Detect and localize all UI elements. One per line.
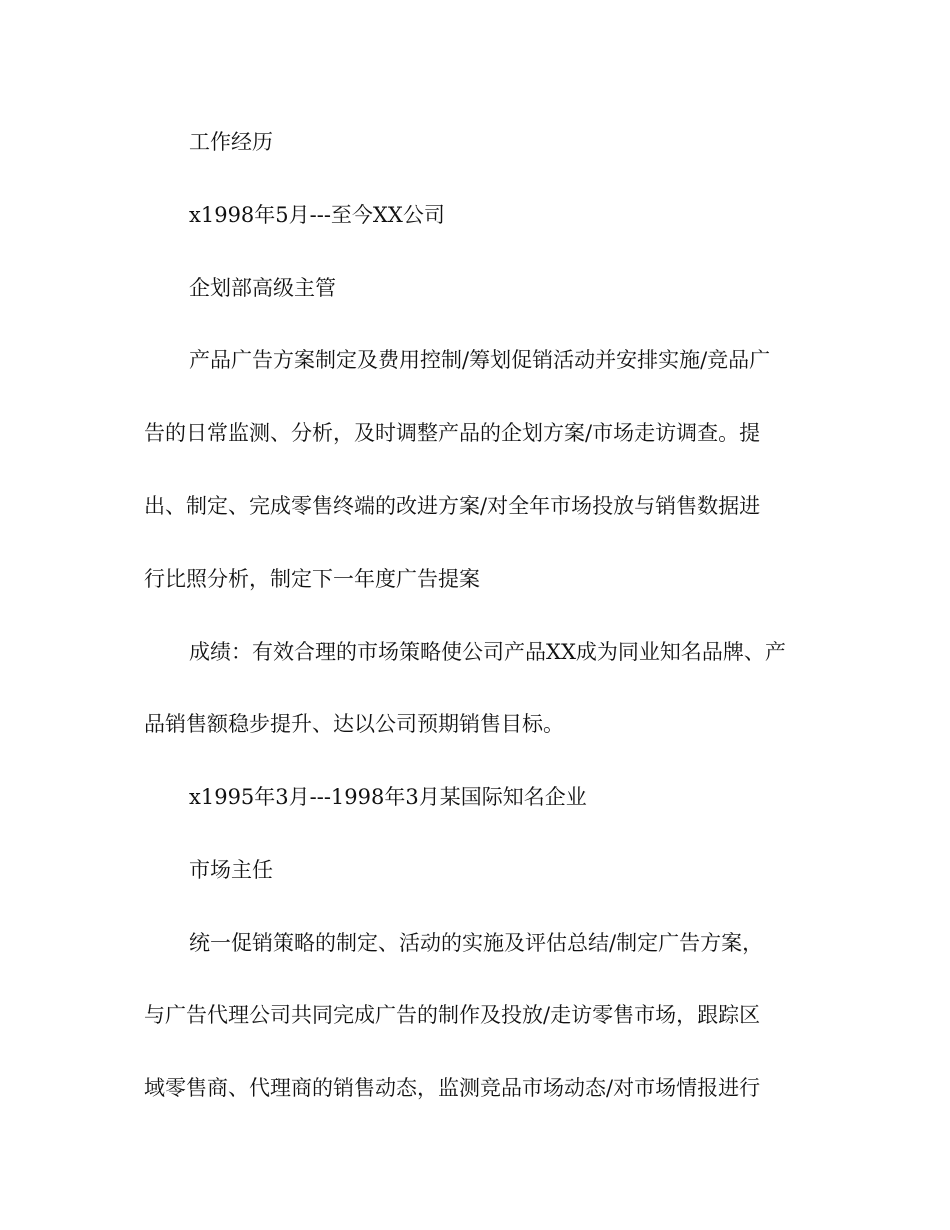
job1-achievement-line-1: 成绩：有效合理的市场策略使公司产品XX成为同业知名品牌、产: [189, 640, 786, 664]
job1-period-company: x1998年5月---至今XX公司: [189, 203, 445, 227]
job2-duties-line-2: 与广告代理公司共同完成广告的制作及投放/走访零售市场，跟踪区: [144, 1003, 761, 1027]
job2-title: 市场主任: [189, 858, 273, 882]
job2-period-company: x1995年3月---1998年3月某国际知名企业: [189, 785, 587, 809]
section-heading: 工作经历: [189, 130, 273, 154]
job2-duties-line-3: 域零售商、代理商的销售动态，监测竞品市场动态/对市场情报进行: [144, 1076, 761, 1100]
job1-title: 企划部高级主管: [189, 276, 336, 300]
job2-duties-line-1: 统一促销策略的制定、活动的实施及评估总结/制定广告方案，: [189, 931, 764, 955]
job1-duties-line-3: 出、制定、完成零售终端的改进方案/对全年市场投放与销售数据进: [144, 494, 761, 518]
job1-duties-line-2: 告的日常监测、分析，及时调整产品的企划方案/市场走访调查。提: [144, 421, 761, 445]
job1-duties-line-1: 产品广告方案制定及费用控制/筹划促销活动并安排实施/竞品广: [189, 348, 771, 372]
job1-achievement-line-2: 品销售额稳步提升、达以公司预期销售目标。: [144, 712, 564, 736]
job1-duties-line-4: 行比照分析，制定下一年度广告提案: [144, 567, 480, 591]
